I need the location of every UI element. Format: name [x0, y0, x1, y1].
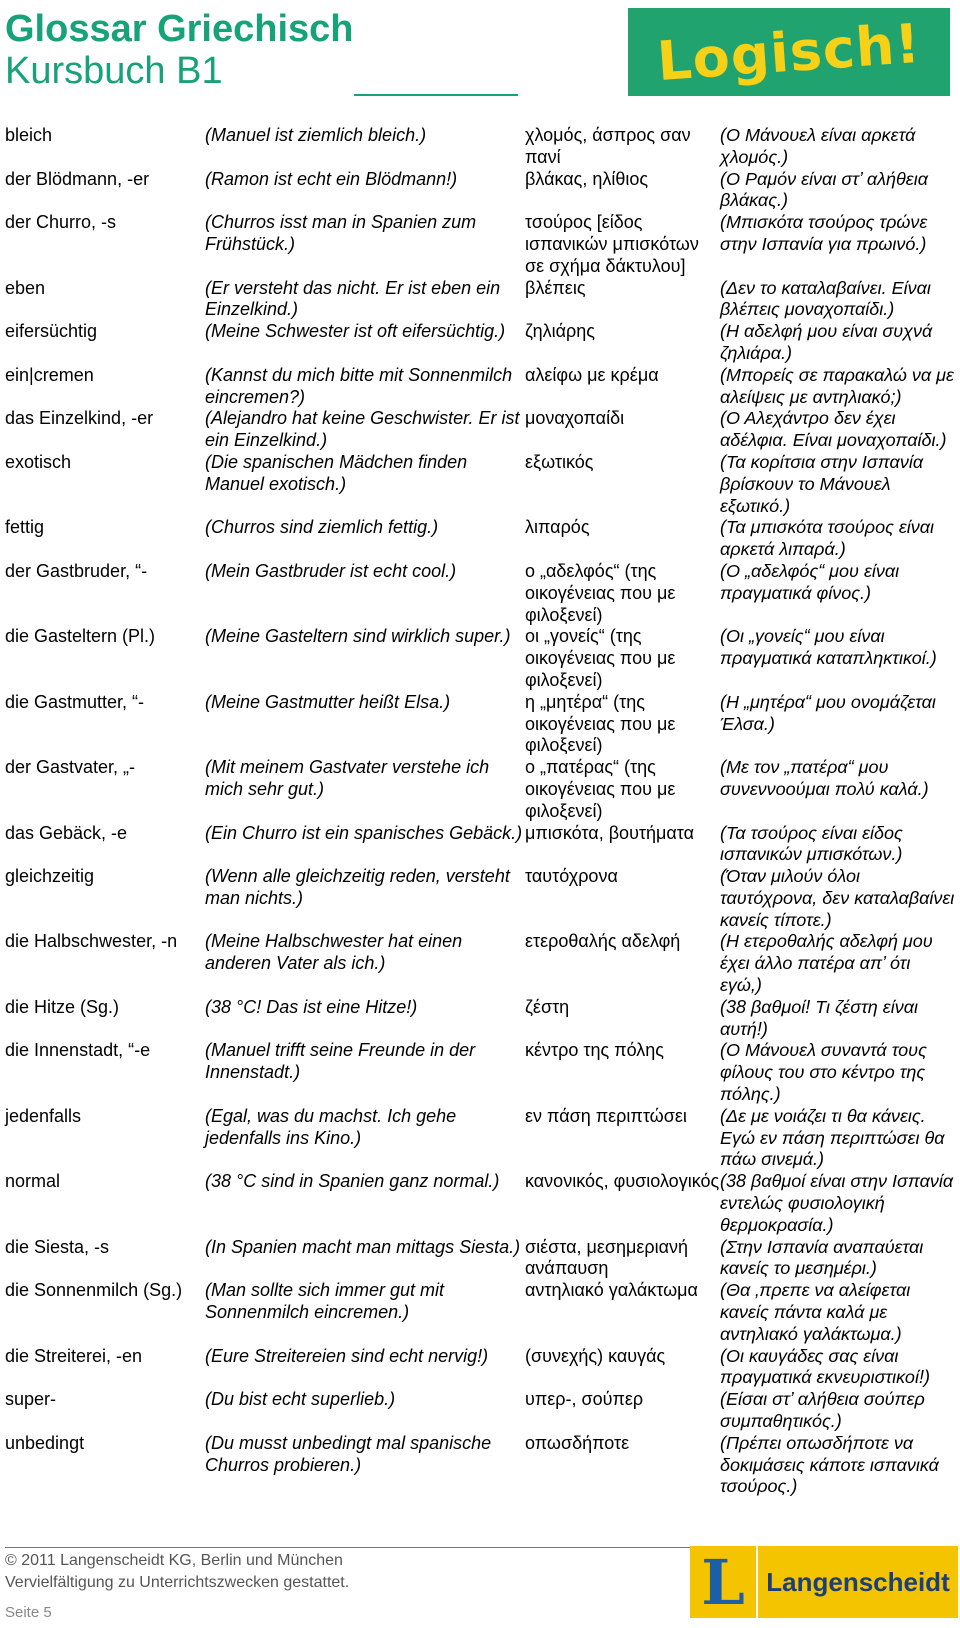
entry-example: (Meine Gasteltern sind wirklich super.)	[205, 626, 511, 647]
entry-word: gleichzeitig	[5, 866, 95, 887]
entry-greek: κέντρο της πόλης	[525, 1040, 664, 1061]
entry-greek: κανονικός, φυσιολογικός	[525, 1171, 720, 1192]
entry-greek-example: (Με τον „πατέρα“ μου συνεννοούμαι πολύ καλά.)	[720, 757, 929, 799]
entry-greek-example: (Οι „γονείς“ μου είναι πραγματικά καταπληκτικοί.)	[720, 626, 937, 669]
copyright-line-1: © 2011 Langenscheidt KG, Berlin und München	[5, 1552, 343, 1569]
entry-word: exotisch	[5, 451, 72, 472]
glossary-row	[5, 125, 955, 169]
entry-greek: οι „γονείς“ (της οικογένειας που με φιλοξενεί)	[525, 626, 676, 690]
glossary-row	[5, 1171, 955, 1236]
entry-example: (Du musst unbedingt mal spanische Churros probieren.)	[205, 1432, 492, 1475]
entry-example: (38 °C! Das ist eine Hitze!)	[205, 996, 418, 1017]
entry-greek-example: (38 βαθμοί είναι στην Ισπανία εντελώς φυσιολογική θερμοκρασία.)	[720, 1171, 954, 1235]
entry-word: eben	[5, 277, 46, 298]
brand-letter: L	[701, 1545, 745, 1619]
entry-greek: ζέστη	[525, 996, 570, 1017]
brand-name: Langenscheidt	[766, 1566, 950, 1597]
entry-example: (Eure Streitereien sind echt nervig!)	[205, 1345, 489, 1366]
entry-greek-example: (Η αδελφή μου είναι συχνά ζηλιάρα.)	[720, 321, 933, 363]
entry-greek: εξωτικός	[525, 451, 594, 472]
entry-example: (Meine Schwester ist oft eifersüchtig.)	[205, 321, 506, 342]
glossary-row	[5, 517, 955, 561]
logo-text: Logisch!	[655, 11, 923, 93]
entry-word: die Gastmutter, “-	[5, 691, 145, 712]
glossary-row	[5, 1237, 955, 1281]
entry-greek: ο „πατέρας“ (της οικογένειας που με φιλοξενεί)	[525, 757, 676, 821]
glossary-row	[5, 1280, 955, 1345]
entry-greek-example: (Τα τσούρος είναι είδος ισπανικών μπισκότων.)	[720, 822, 903, 865]
entry-greek: βλάκας, ηλίθιος	[525, 168, 649, 189]
langenscheidt-logo	[690, 1546, 958, 1618]
entry-greek: ο „αδελφός“ (της οικογένειας που με φιλοξενεί)	[525, 560, 676, 625]
copyright-notice	[5, 1550, 349, 1594]
entry-greek-example: (Όταν μιλούν όλοι ταυτόχρονα, δεν καταλαβαίνει κανείς τίποτε.)	[720, 866, 955, 930]
entry-greek-example: (Είσαι στ’ αλήθεια σούπερ συμπαθητικός.)	[720, 1389, 925, 1432]
glossary-row	[5, 212, 955, 277]
entry-example: (In Spanien macht man mittags Siesta.)	[205, 1236, 521, 1257]
entry-greek-example: (Τα κορίτσια στην Ισπανία βρίσκουν το Μάνουελ εξωτικό.)	[720, 451, 924, 516]
entry-greek-example: (Πρέπει οπωσδήποτε να δοκιμάσεις κάποτε ισπανικά τσούρος.)	[720, 1432, 939, 1497]
entry-greek: μοναχοπαίδι	[525, 408, 625, 429]
entry-word: das Gebäck, -e	[5, 822, 128, 843]
entry-word: der Gastbruder, “-	[5, 560, 148, 581]
entry-greek-example: (Ο Μάνουελ συναντά τους φίλους του στο κέντρο της πόλης.)	[720, 1040, 927, 1105]
brand-name-box	[758, 1546, 958, 1618]
entry-word: das Einzelkind, -er	[5, 408, 154, 429]
glossary-row	[5, 757, 955, 822]
glossary-row	[5, 1040, 955, 1105]
entry-greek-example: (Δε με νοιάζει τι θα κάνεις. Εγώ εν πάση περιπτώσει θα πάω σινεμά.)	[720, 1105, 945, 1170]
glossary-row	[5, 1106, 955, 1171]
glossary-row	[5, 866, 955, 931]
entry-word: die Gasteltern (Pl.)	[5, 626, 156, 647]
entry-word: die Streiterei, -en	[5, 1345, 143, 1366]
entry-greek-example: (38 βαθμοί! Τι ζέστη είναι αυτή!)	[720, 996, 918, 1039]
entry-greek-example: (Ο Αλεχάντρο δεν έχει αδέλφια. Είναι μοναχοπαίδι.)	[720, 408, 947, 451]
entry-example: (Manuel ist ziemlich bleich.)	[205, 125, 427, 145]
glossary-row	[5, 1433, 955, 1498]
entry-greek-example: (Στην Ισπανία αναπαύεται κανείς το μεσημέρι.)	[720, 1236, 924, 1279]
entry-greek: η „μητέρα“ (της οικογένειας που με φιλοξενεί)	[525, 691, 676, 756]
entry-greek-example: (Θα ‚πρεπε να αλείφεται κανείς πάντα καλά με αντηλιακό γαλάκτωμα.)	[720, 1280, 911, 1344]
glossary-row	[5, 823, 955, 867]
glossary-row	[5, 169, 955, 213]
entry-greek: μπισκότα, βουτήματα	[525, 822, 695, 843]
entry-greek: βλέπεις	[525, 277, 586, 298]
entry-example: (Ein Churro ist ein spanisches Gebäck.)	[205, 822, 523, 843]
entry-greek: σιέστα, μεσημεριανή ανάπαυση	[525, 1236, 689, 1279]
entry-greek-example: (Ο „αδελφός“ μου είναι πραγματικά φίνος.)	[720, 560, 900, 603]
entry-example: (38 °C sind in Spanien ganz normal.)	[205, 1171, 500, 1192]
entry-word: der Churro, -s	[5, 212, 117, 233]
entry-word: der Gastvater, „-	[5, 757, 136, 778]
entry-example: (Ramon ist echt ein Blödmann!)	[205, 168, 458, 189]
entry-greek-example: (Τα μπισκότα τσούρος είναι αρκετά λιπαρά.)	[720, 517, 935, 560]
entry-greek: χλομός, άσπρος σαν πανί	[525, 125, 691, 167]
title-underline	[354, 94, 518, 96]
glossary-row	[5, 365, 955, 409]
entry-example: (Egal, was du machst. Ich gehe jedenfalls ins Kino.)	[205, 1105, 457, 1148]
entry-greek: (συνεχής) καυγάς	[525, 1345, 666, 1366]
entry-example: (Mein Gastbruder ist echt cool.)	[205, 560, 457, 581]
glossary-row	[5, 561, 955, 626]
title-line-1: Glossar Griechisch	[5, 8, 354, 50]
entry-word: unbedingt	[5, 1432, 85, 1453]
entry-example: (Alejandro hat keine Geschwister. Er ist ein Einzelkind.)	[205, 408, 520, 451]
glossary-row	[5, 931, 955, 996]
entry-greek: υπερ-, σούπερ	[525, 1389, 644, 1410]
page-number: Seite 5	[5, 1604, 52, 1621]
entry-example: (Mit meinem Gastvater verstehe ich mich sehr gut.)	[205, 757, 490, 799]
glossary-row	[5, 278, 955, 322]
entry-greek-example: (Ο Μάνουελ είναι αρκετά χλομός.)	[720, 125, 916, 167]
entry-example: (Meine Halbschwester hat einen anderen Vater als ich.)	[205, 931, 463, 974]
entry-word: fettig	[5, 517, 45, 538]
entry-greek: τσούρος [είδος ισπανικών μπισκότων σε σχήμα δάκτυλου]	[525, 212, 699, 276]
entry-greek-example: (Μπορείς σε παρακαλώ να με αλείψεις με αντηλιακό;)	[720, 364, 954, 407]
document-title	[5, 8, 354, 92]
entry-word: eifersüchtig	[5, 321, 98, 342]
entry-example: (Churros isst man in Spanien zum Frühstück.)	[205, 212, 477, 254]
glossary-row	[5, 1389, 955, 1433]
glossary-row	[5, 692, 955, 757]
entry-greek: εν πάση περιπτώσει	[525, 1105, 687, 1126]
entry-word: normal	[5, 1171, 61, 1192]
entry-example: (Man sollte sich immer gut mit Sonnenmilch eincremen.)	[205, 1280, 445, 1323]
entry-greek: οπωσδήποτε	[525, 1432, 630, 1453]
entry-word: jedenfalls	[5, 1105, 82, 1126]
glossary-row	[5, 997, 955, 1041]
entry-word: der Blödmann, -er	[5, 168, 150, 189]
entry-greek-example: (Ο Ραμόν είναι στ’ αλήθεια βλάκας.)	[720, 168, 928, 211]
entry-greek: ετεροθαλής αδελφή	[525, 931, 681, 952]
entry-greek: ταυτόχρονα	[525, 866, 618, 887]
title-line-2: Kursbuch B1	[5, 50, 223, 92]
entry-example: (Kannst du mich bitte mit Sonnenmilch eincremen?)	[205, 364, 513, 407]
entry-greek: αλείφω με κρέμα	[525, 364, 659, 385]
logisch-logo	[628, 8, 950, 96]
brand-letter-box	[690, 1546, 756, 1618]
entry-greek-example: (Η „μητέρα“ μου ονομάζεται Έλσα.)	[720, 691, 936, 734]
entry-word: die Innenstadt, “-e	[5, 1040, 151, 1061]
copyright-line-2: Vervielfältigung zu Unterrichtszwecken gestattet.	[5, 1574, 350, 1591]
entry-word: bleich	[5, 125, 53, 145]
glossary-row	[5, 321, 955, 365]
entry-greek-example: (Μπισκότα τσούρος τρώνε στην Ισπανία για πρωινό.)	[720, 212, 928, 254]
glossary-row	[5, 626, 955, 691]
entry-word: die Siesta, -s	[5, 1236, 110, 1257]
entry-greek-example: (Οι καυγάδες σας είναι πραγματικά εκνευριστικοί!)	[720, 1345, 930, 1388]
entry-example: (Wenn alle gleichzeitig reden, versteht man nichts.)	[205, 866, 510, 908]
entry-greek: λιπαρός	[525, 517, 590, 538]
entry-word: ein|cremen	[5, 364, 94, 385]
entry-greek: αντηλιακό γαλάκτωμα	[525, 1280, 698, 1301]
entry-greek-example: (Δεν το καταλαβαίνει. Είναι βλέπεις μοναχοπαίδι.)	[720, 277, 931, 320]
glossary-row	[5, 408, 955, 452]
entry-word: die Sonnenmilch (Sg.)	[5, 1280, 183, 1301]
entry-example: (Er versteht das nicht. Er ist eben ein Einzelkind.)	[205, 277, 501, 320]
glossary-row	[5, 452, 955, 517]
entry-example: (Du bist echt superlieb.)	[205, 1389, 396, 1410]
entry-example: (Meine Gastmutter heißt Elsa.)	[205, 691, 451, 712]
entry-word: die Hitze (Sg.)	[5, 996, 120, 1017]
glossary-table	[5, 125, 955, 1498]
entry-word: die Halbschwester, -n	[5, 931, 178, 952]
entry-greek: ζηλιάρης	[525, 321, 595, 342]
entry-greek-example: (Η ετεροθαλής αδελφή μου έχει άλλο πατέρα απ’ ότι εγώ,)	[720, 931, 933, 996]
entry-example: (Die spanischen Mädchen finden Manuel exotisch.)	[205, 451, 468, 494]
entry-example: (Manuel trifft seine Freunde in der Innenstadt.)	[205, 1040, 476, 1083]
glossary-row	[5, 1346, 955, 1390]
entry-word: super-	[5, 1389, 57, 1410]
entry-example: (Churros sind ziemlich fettig.)	[205, 517, 439, 538]
